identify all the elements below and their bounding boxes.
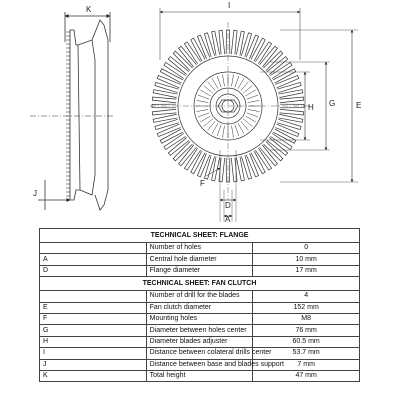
- row-code: J: [40, 359, 147, 370]
- row-code: H: [40, 336, 147, 347]
- technical-sheet-table: [39, 228, 360, 382]
- dim-label-k: K: [86, 5, 92, 14]
- row-description: Flange diameter: [146, 265, 253, 276]
- flange-sheet-header-title: TECHNICAL SHEET: FLANGE: [40, 229, 360, 243]
- row-code: [40, 243, 147, 254]
- clutch-sheet-header-title: TECHNICAL SHEET: FAN CLUTCH: [40, 277, 360, 291]
- side-view: [30, 12, 115, 210]
- row-value: 47 mm: [253, 370, 360, 381]
- table-row: [40, 325, 360, 336]
- row-description: Mounting holes: [146, 313, 253, 324]
- row-code: D: [40, 265, 147, 276]
- row-value: 76 mm: [253, 325, 360, 336]
- row-description: Distance between base and blades support: [146, 359, 253, 370]
- row-value: 10 mm: [253, 254, 360, 265]
- table-row: [40, 265, 360, 276]
- dim-label-a: A: [225, 215, 231, 224]
- table-row: [40, 370, 360, 381]
- table-row: [40, 313, 360, 324]
- row-description: Central hole diameter: [146, 254, 253, 265]
- row-value: 17 mm: [253, 265, 360, 276]
- row-code: F: [40, 313, 147, 324]
- row-value: M8: [253, 313, 360, 324]
- table-row: [40, 302, 360, 313]
- row-code: E: [40, 302, 147, 313]
- table-row: [40, 291, 360, 302]
- row-description: Diameter blades adjuster: [146, 336, 253, 347]
- row-value: 60.5 mm: [253, 336, 360, 347]
- front-view: [150, 8, 358, 222]
- table-row: [40, 336, 360, 347]
- row-value: 152 mm: [253, 302, 360, 313]
- row-description: Distance between colateral drills center: [146, 348, 253, 359]
- dim-label-d: D: [225, 201, 231, 210]
- row-description: Number of holes: [146, 243, 253, 254]
- dim-label-i: I: [228, 1, 231, 10]
- table-row: [40, 243, 360, 254]
- row-value: 7 mm: [253, 359, 360, 370]
- dim-label-g: G: [329, 99, 336, 108]
- dim-label-j: J: [33, 189, 37, 198]
- flange-sheet-header: [40, 229, 360, 243]
- dim-label-e: E: [356, 101, 362, 110]
- row-description: Diameter between holes center: [146, 325, 253, 336]
- row-description: Number of drill for the blades: [146, 291, 253, 302]
- clutch-sheet-header: [40, 277, 360, 291]
- row-value: 53.7 mm: [253, 348, 360, 359]
- table-row: [40, 348, 360, 359]
- row-code: A: [40, 254, 147, 265]
- row-value: 4: [253, 291, 360, 302]
- table-row: [40, 254, 360, 265]
- row-code: [40, 291, 147, 302]
- row-description: Total height: [146, 370, 253, 381]
- row-code: I: [40, 348, 147, 359]
- row-code: K: [40, 370, 147, 381]
- table-row: [40, 359, 360, 370]
- row-value: 0: [253, 243, 360, 254]
- dim-label-f: F: [200, 179, 205, 188]
- row-description: Fan clutch diameter: [146, 302, 253, 313]
- dim-label-h: H: [308, 103, 314, 112]
- row-code: G: [40, 325, 147, 336]
